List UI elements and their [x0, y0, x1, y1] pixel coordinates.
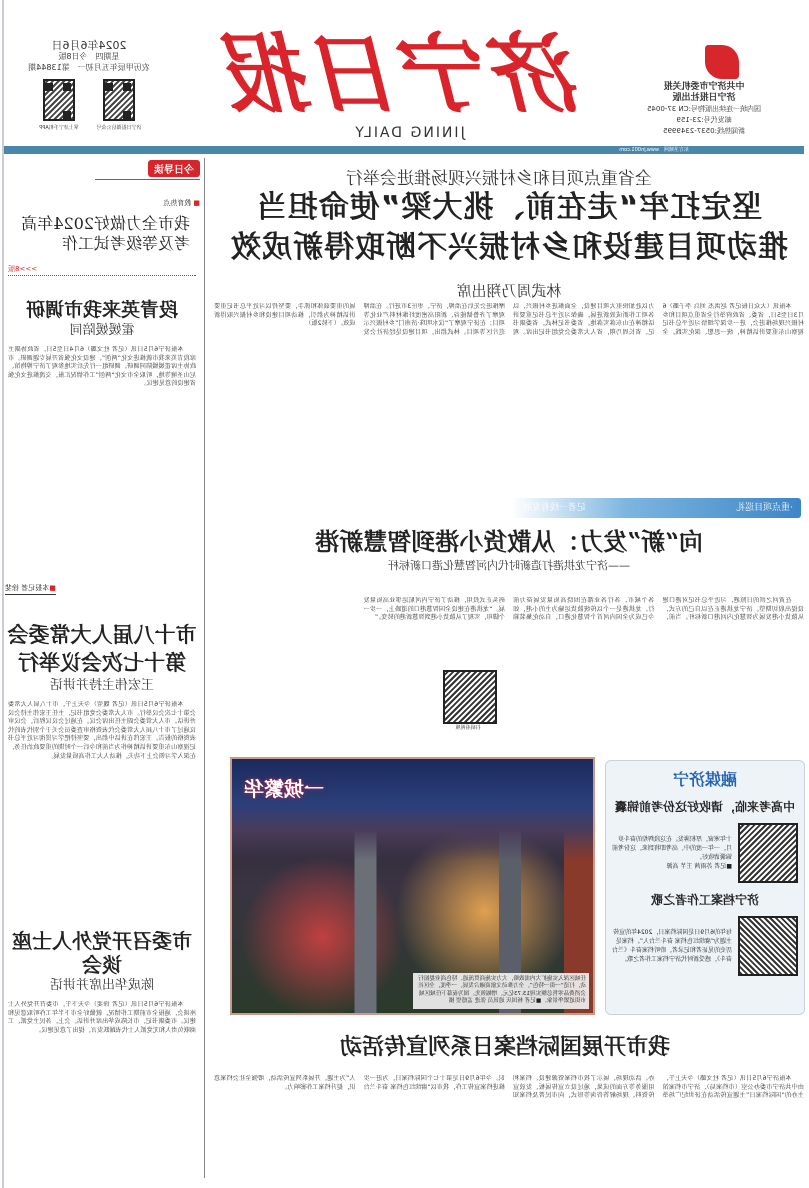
sidebar-item-text: 十年寒窗，厚积薄发。在这段辉煌的奋斗岁月，一年一度的中、高考即将到来，这份考前锦囊请收好。 — [611, 836, 732, 861]
publisher-line: 济宁日报社出版 — [672, 93, 736, 103]
qr-code-icon — [43, 79, 75, 121]
qr-code-icon[interactable] — [738, 823, 798, 883]
city-night-photo — [230, 757, 595, 1015]
lead-byline: 林武周乃翔出席 — [456, 282, 562, 300]
left-column — [4, 160, 200, 1171]
qr-app[interactable] — [34, 79, 84, 134]
today-guide — [95, 160, 200, 180]
photo-title: 一城繁华 — [244, 777, 324, 801]
sidebar-item — [612, 916, 798, 976]
weekday-pages: 星期四 今日8版 — [58, 52, 120, 61]
publisher-info — [629, 82, 779, 137]
qr-wechat[interactable] — [94, 79, 144, 134]
qr-code-icon[interactable] — [738, 916, 798, 976]
media-sidebar — [605, 760, 805, 1015]
photo-caption: 任城区深入实施扩大内需战略，大力实施商贸流通、特色商业提振行动，打造“一街一特色”，全力推动文旅商融合发展，一季度，全区社会消费品零售总额实现13.73亿元，增幅领先。图为夜幕下任城区城市街道繁华景象。■记者 杨国庆 通讯员 张进 孟德望 摄 — [413, 973, 589, 1009]
port-subhead: ——济宁龙拱港打造新时代内河智慧化港口新标杆 — [388, 559, 630, 572]
port-reporter: ■ 本报记者 徐斐 — [5, 583, 56, 595]
port-body: 在黄河之滨的日照港，习近平总书记对港口建设提出殷切期望。济宁龙拱港正在以自己的方式，从散货小港发展为智慧化内河港口新标杆。当前，各个城市、各行各业都在围绕高质量发展奋力前行。龙拱港是一个以传统散货运输为主的小港，如今已成为全国内河首个智慧化港口，自动化集装箱码头正式投用，推动了济宁内河航运事业高质量发展。“龙拱港在建设全国智慧港口的道路上，一步一个脚印，实现了从散货小港到智慧新港的转变。” — [363, 597, 804, 622]
article-body: 本报济宁6月5日讯（记者 徐斐）今天下午，市委召开党外人士座谈会，通报全市前期工作情况，就做好全市下半年工作听取意见和建议。市委副书记、市长陈成华出席并讲话。会上，各民主党派、工商联负责人和无党派人士代表踊跃发言，提出了意见建议。 — [8, 1001, 196, 1034]
article-body: 本报济宁6月5日讯（记者 魏莹）今天上午，市十八届人大常委会第十七次会议举行。市人大常委会党组书记、主任王宏伟主持会议并讲话。市人大常委会副主任出席会议。在通过会议议程后，会议审议通过了市十八届人大常委会代表资格审查委员会关于个别代表的代表资格的报告。王宏伟在讲话中指出，要坚持把学习贯彻习近平总书记视察山东重要讲话精神作为当前和今后一个时期的重要政治任务，在深入学习领会上下功夫，推动人大工作高质量发展。 — [8, 701, 196, 760]
publisher-line: 新闻热线:0537-2349995 — [663, 127, 745, 135]
article-headline: 市委召开党外人士座谈会 — [12, 929, 192, 977]
publisher-line: 邮发代号:23-159 — [676, 116, 732, 124]
port-headline[interactable]: 向“新”发力：从散货小港到智慧新港 — [315, 527, 703, 556]
newspaper-logo-icon — [705, 45, 739, 79]
banner-label: ·重点项目巡礼 — [736, 503, 793, 513]
sidebar-brand: 融媒济宁 — [673, 770, 738, 789]
banner-title: 记者一线看发展 — [522, 503, 586, 513]
qr-label: 济宁日报微信公众号 — [96, 125, 142, 131]
qr-label: 掌上济宁手机APP — [39, 125, 79, 131]
article-duan — [4, 298, 200, 601]
issue-date: 2024年6月6日 — [51, 39, 127, 52]
lead-headline[interactable] — [214, 188, 804, 268]
lead-body: 本报讯（大众日报记者 赵洪杰 刘兵 李子璐）6月3日至5日，省委、省政府举行全省重点项目和乡村振兴现场推进会，进一步深学细悟习近平总书记视察山东重要讲话精神，统一思想、深化实践，全力以赴加快重大项目建设，全面推进乡村振兴，以各项工作新成效新进展，确保习近平总书记重要讲话精神在山东落实落地。省委书记林武，省委副书记、省长周乃翔，省人大常委会党组书记出席。观摩推进会先后在淄博、济宁、枣庄3市进行。在淄博观摩了齐鲁储能谷、新阳高密度纤维材料产业化等项目；在济宁观摩了“汶水明珠·济南门”乡村振兴示范片区等项目。林武指出，项目建设是经济社会发展的重要载体和抓手，要坚持以习近平总书记重要讲话精神为指引，推动项目建设和乡村振兴取得新成效。（下转2版） — [214, 303, 804, 336]
article-body: 本报济宁6月5日讯（记者 杜文璐）6月4日至5日，省政协副主席段青英来我市就推进文化“两创”、建设文化强省开展专题调研。市政协主席霍媛媛陪同调研。调研组一行先后实地参观了济宁博物馆、尼山圣境等地，听取全市文化“两创”工作情况汇报，交流推进文化强省建设的意见建议。 — [8, 346, 196, 388]
article-subhead: 王宏伟主持并讲话 — [50, 678, 155, 693]
article-npc — [4, 621, 200, 911]
website-link[interactable]: 东方圣城网 www.jn001.com — [619, 147, 689, 153]
qr-label: 扫码看视频 — [455, 725, 481, 731]
sidebar-item-title[interactable]: 济宁档案工作者之歌 — [651, 893, 760, 907]
sidebar-item-title[interactable]: 中高考来临，请收好这份考前锦囊 — [615, 800, 796, 814]
article-headline: 市十八届人大常委会第十七次会议举行 — [7, 623, 197, 675]
qr-code-icon — [103, 79, 135, 121]
archive-body: 本报济宁6月5日讯（记者 杜文璐）今天上午，由中共济宁市委办公室（市档案局）、济宁市档案馆主办的“国际档案日”主题宣传活动在济世纪广场举办。活动现场，展示了我市档案资源建设、档案利用服务等方面的成果，通过设立宣传展板、发放宣传资料、现场解答咨询等形式，向市民普及档案知识。今年6月9日是第十七个国际档案日，为进一步推进档案宣传工作，我市以“赓续红色档案 奋斗兰台人”为主题，开展系列宣传活动，增强全社会档案意识，提升档案工作影响力。 — [214, 1075, 804, 1100]
publisher-line: 中共济宁市委机关报 — [663, 82, 745, 92]
masthead-english: JINING DAILY — [353, 125, 465, 141]
sidebar-item-credit: ■记者 苏雨茜 王芊 高源 — [666, 863, 732, 870]
guide-label: 今日导读 — [148, 160, 200, 177]
lead-kicker: 全省重点项目和乡村振兴现场推进会举行 — [346, 169, 652, 189]
archive-headline[interactable]: 我市开展国际档案日系列宣传活动 — [340, 1034, 671, 1060]
guide-headline[interactable]: 我市全力做好2024年高考及等级考试工作 — [21, 214, 190, 253]
article-subhead: 霍媛媛陪同 — [69, 323, 135, 338]
masthead-title-logo: 济宁日报 — [224, 24, 584, 125]
lead-headline-line: 坚定扛牢“走在前、挑大梁”使命担当 — [255, 190, 763, 225]
publisher-line: 国内统一连续出版物号:CN 37-0045 — [647, 105, 761, 113]
port-video-qr[interactable] — [439, 670, 497, 740]
date-box — [24, 40, 154, 134]
guide-page-link[interactable]: >>>8版 — [8, 264, 196, 276]
article-forum — [4, 929, 200, 1171]
column-divider — [204, 158, 205, 1178]
article-subhead: 陈成华出席并讲话 — [50, 978, 155, 993]
sidebar-item-text: 每年的6月9日是国际档案日，2024年的宣传主题为“赓续红色档案 奋斗兰台人”。档案是历史的见证者和记录者，聆听档案奋斗《兰台奋斗》，感受新时代济宁档案工作者之歌。 — [611, 929, 732, 963]
sidebar-item — [612, 823, 798, 883]
guide-tag: ■ 教育热点 — [4, 198, 200, 208]
lead-headline-line: 推动项目建设和乡村振兴不断取得新成效 — [230, 230, 788, 265]
article-headline: 段青英来我市调研 — [26, 299, 179, 321]
qr-code-icon — [443, 670, 497, 724]
website-bar — [4, 146, 804, 154]
section-banner — [511, 498, 801, 518]
lunar-issue: 农历甲辰年五月初一 第13844期 — [28, 63, 150, 72]
